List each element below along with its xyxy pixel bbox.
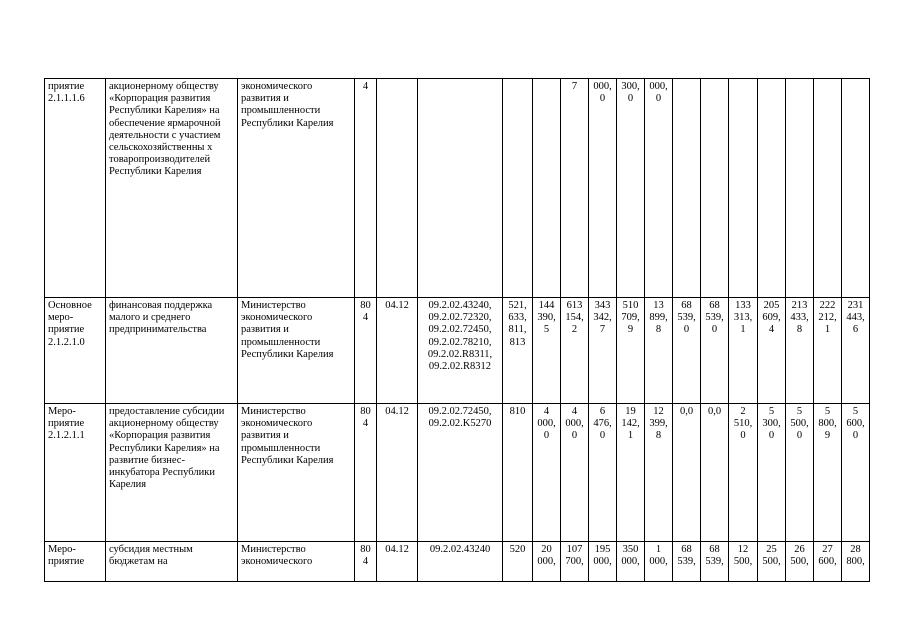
amount-cell: 27 600, [814, 542, 842, 582]
amount-cell: 12 500, [729, 542, 758, 582]
amount-cell: 19 142, 1 [617, 404, 645, 542]
target-article-cell [418, 79, 503, 298]
amount-cell [673, 79, 701, 298]
amount-cell [786, 79, 814, 298]
expense-type-cell [503, 79, 533, 298]
table-row [45, 79, 870, 298]
amount-cell: 5 800, 9 [814, 404, 842, 542]
event-name-cell: предоставление субсидии акционерному обществу «Корпорация развития Республики Карелия» на развитие бизнес-инкубатора Республики Карелия [106, 404, 238, 542]
amount-cell: 343 342, 7 [589, 298, 617, 404]
amount-cell [701, 79, 729, 298]
executor-cell: экономического развития и промышленности Республики Карелия [238, 79, 355, 298]
amount-cell: 5 300, 0 [758, 404, 786, 542]
amount-cell: 231 443, 6 [842, 298, 870, 404]
target-article-cell: 09.2.02.72450, 09.2.02.K5270 [418, 404, 503, 542]
amount-cell: 20 000, [533, 542, 561, 582]
amount-cell: 213 433, 8 [786, 298, 814, 404]
event-name-cell: субсидия местным бюджетам на [106, 542, 238, 582]
amount-cell: 68 539, 0 [701, 298, 729, 404]
section-code-cell: 04.12 [377, 298, 418, 404]
event-code-cell: приятие 2.1.1.1.6 [45, 79, 106, 298]
amount-cell [842, 79, 870, 298]
amount-cell: 195 000, [589, 542, 617, 582]
amount-cell: 68 539, [701, 542, 729, 582]
target-article-cell: 09.2.02.43240, 09.2.02.72320, 09.2.02.72450, 09.2.02.78210, 09.2.02.R8311, 09.2.02.R8312 [418, 298, 503, 404]
table-row [45, 542, 870, 582]
amount-cell: 5 600, 0 [842, 404, 870, 542]
executor-cell: Министерство экономического [238, 542, 355, 582]
expense-type-cell: 810 [503, 404, 533, 542]
amount-cell [758, 79, 786, 298]
grbs-code-cell: 80 4 [355, 298, 377, 404]
amount-cell: 7 [561, 79, 589, 298]
amount-cell: 26 500, [786, 542, 814, 582]
expense-type-cell: 521, 633, 811, 813 [503, 298, 533, 404]
amount-cell: 25 500, [758, 542, 786, 582]
executor-cell: Министерство экономического развития и промышленности Республики Карелия [238, 404, 355, 542]
target-article-cell: 09.2.02.43240 [418, 542, 503, 582]
amount-cell [533, 79, 561, 298]
grbs-code-cell: 80 4 [355, 542, 377, 582]
amount-cell: 222 212, 1 [814, 298, 842, 404]
amount-cell: 68 539, [673, 542, 701, 582]
executor-cell: Министерство экономического развития и промышленности Республики Карелия [238, 298, 355, 404]
grbs-code-cell: 4 [355, 79, 377, 298]
event-name-cell: акционерному обществу «Корпорация развития Республики Карелия» на обеспечение ярмарочной деятельности с участием сельскохозяйственны х товаропроизводителей Республики Карелия [106, 79, 238, 298]
amount-cell: 350 000, [617, 542, 645, 582]
amount-cell: 000, 0 [645, 79, 673, 298]
amount-cell: 107 700, [561, 542, 589, 582]
section-code-cell [377, 79, 418, 298]
event-code-cell: Меро- приятие [45, 542, 106, 582]
amount-cell: 13 899, 8 [645, 298, 673, 404]
table-row [45, 298, 870, 404]
amount-cell: 68 539, 0 [673, 298, 701, 404]
event-code-cell: Основное меро- приятие 2.1.2.1.0 [45, 298, 106, 404]
amount-cell: 2 510, 0 [729, 404, 758, 542]
amount-cell: 5 500, 0 [786, 404, 814, 542]
amount-cell: 0,0 [701, 404, 729, 542]
expense-type-cell: 520 [503, 542, 533, 582]
amount-cell: 4 000, 0 [533, 404, 561, 542]
amount-cell: 144 390, 5 [533, 298, 561, 404]
table-row [45, 404, 870, 542]
amount-cell: 1 000, [645, 542, 673, 582]
event-name-cell: финансовая поддержка малого и среднего предпринимательства [106, 298, 238, 404]
amount-cell: 205 609, 4 [758, 298, 786, 404]
amount-cell: 613 154, 2 [561, 298, 589, 404]
amount-cell: 510 709, 9 [617, 298, 645, 404]
budget-table [44, 78, 870, 582]
section-code-cell: 04.12 [377, 542, 418, 582]
amount-cell [729, 79, 758, 298]
amount-cell [814, 79, 842, 298]
amount-cell: 0,0 [673, 404, 701, 542]
amount-cell: 12 399, 8 [645, 404, 673, 542]
grbs-code-cell: 80 4 [355, 404, 377, 542]
amount-cell: 6 476, 0 [589, 404, 617, 542]
amount-cell: 4 000, 0 [561, 404, 589, 542]
event-code-cell: Меро- приятие 2.1.2.1.1 [45, 404, 106, 542]
section-code-cell: 04.12 [377, 404, 418, 542]
amount-cell: 000, 0 [589, 79, 617, 298]
amount-cell: 300, 0 [617, 79, 645, 298]
amount-cell: 28 800, [842, 542, 870, 582]
amount-cell: 133 313, 1 [729, 298, 758, 404]
